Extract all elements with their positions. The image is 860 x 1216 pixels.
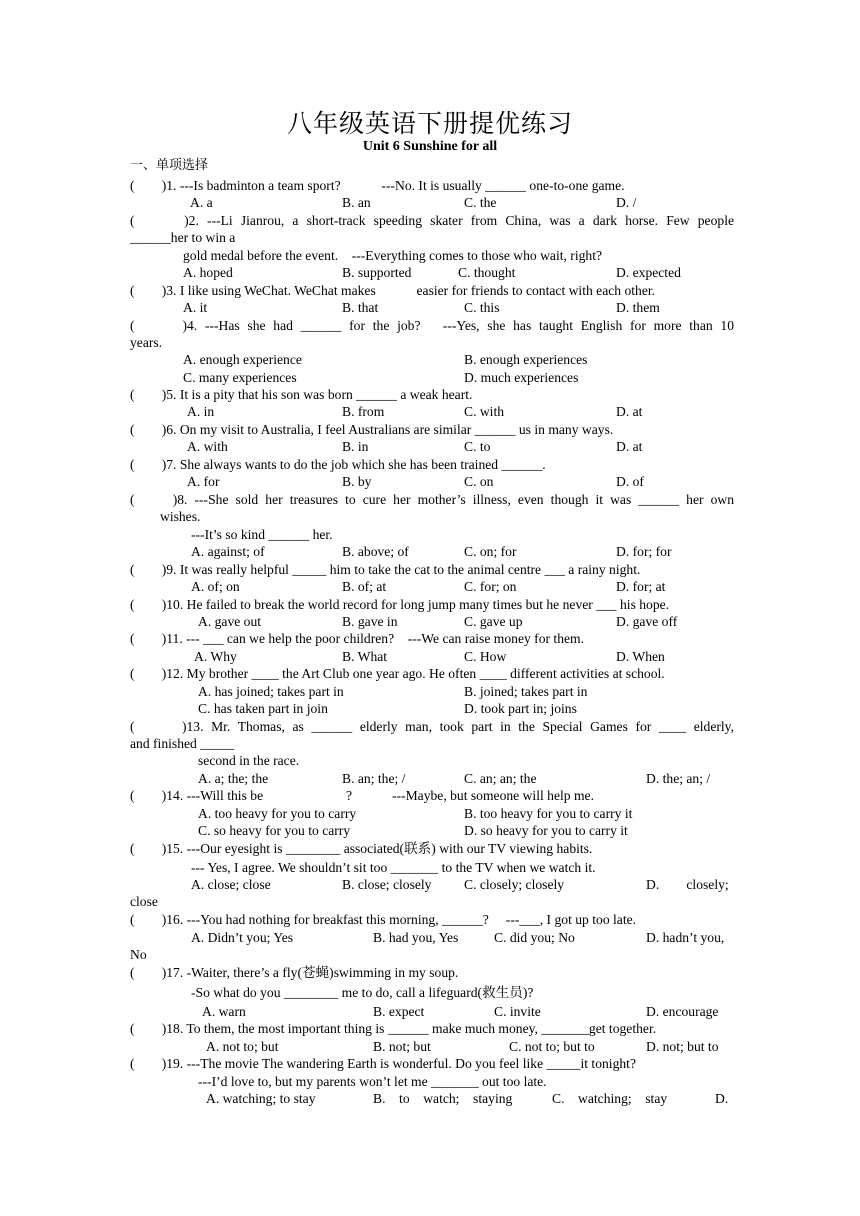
q10-option-b: B. gave in xyxy=(342,614,398,629)
q1-option-d: D. / xyxy=(616,195,637,210)
question-15: ( )15. ---Our eyesight is ________ associated(联系) with our TV viewing habits. xyxy=(130,841,593,856)
q9-option-a: A. of; on xyxy=(191,579,240,594)
q15-option-d: D. closely; xyxy=(646,877,729,892)
q2-option-c: C. thought xyxy=(458,265,516,280)
question-2-cont2: gold medal before the event. ---Everything comes to those who wait, right? xyxy=(183,248,603,263)
question-18: ( )18. To them, the most important thing is ______ make much money, _______get together. xyxy=(130,1021,657,1036)
q17-option-c: C. invite xyxy=(494,1004,541,1019)
q16-option-d-cont: No xyxy=(130,947,147,962)
q7-option-a: A. for xyxy=(187,474,220,489)
q9-option-b: B. of; at xyxy=(342,579,387,594)
question-14-reply: ---Maybe, but someone will help me. xyxy=(392,788,594,803)
question-8-cont: wishes. xyxy=(160,509,201,524)
q3-option-a: A. it xyxy=(183,300,208,315)
q19-option-b: B. to watch; staying xyxy=(373,1091,513,1106)
question-10: ( )10. He failed to break the world record for long jump many times but he never ___ his hope. xyxy=(130,597,670,612)
q4-option-a: A. enough experience xyxy=(183,352,302,367)
q14-option-c: C. so heavy for you to carry xyxy=(198,823,351,838)
q15-option-d-cont: close xyxy=(130,894,158,909)
q11-option-c: C. How xyxy=(464,649,507,664)
q10-option-a: A. gave out xyxy=(198,614,262,629)
question-13: ( )13. Mr. Thomas, as ______ elderly man, took part in the Special Games for ____ elderly, xyxy=(130,719,734,734)
q9-option-c: C. for; on xyxy=(464,579,517,594)
q8-option-c: C. on; for xyxy=(464,544,517,559)
q1-option-a: A. a xyxy=(190,195,213,210)
q3-option-b: B. that xyxy=(342,300,379,315)
q4-option-d: D. much experiences xyxy=(464,370,579,385)
question-13-cont: and finished _____ xyxy=(130,736,235,751)
q7-option-d: D. of xyxy=(616,474,644,489)
question-6: ( )6. On my visit to Australia, I feel Australians are similar ______ us in many ways. xyxy=(130,422,614,437)
q19-option-a: A. watching; to stay xyxy=(206,1091,316,1106)
question-8: ( )8. ---She sold her treasures to cure her mother’s illness, even though it was ______ her own xyxy=(130,492,734,507)
q12-option-d: D. took part in; joins xyxy=(464,701,577,716)
q7-option-b: B. by xyxy=(342,474,372,489)
question-7: ( )7. She always wants to do the job which she has been trained ______. xyxy=(130,457,546,472)
q6-option-d: D. at xyxy=(616,439,643,454)
q18-option-d: D. not; but to xyxy=(646,1039,719,1054)
q19-option-c: C. watching; stay xyxy=(552,1091,668,1106)
q13-option-d: D. the; an; / xyxy=(646,771,711,786)
q3-option-c: C. this xyxy=(464,300,500,315)
q5-option-c: C. with xyxy=(464,404,505,419)
q8-option-a: A. against; of xyxy=(191,544,265,559)
q5-option-a: A. in xyxy=(187,404,215,419)
question-3: ( )3. I like using WeChat. WeChat makes easier for friends to contact with each other. xyxy=(130,283,656,298)
q5-option-d: D. at xyxy=(616,404,643,419)
q7-option-c: C. on xyxy=(464,474,494,489)
question-13-cont2: second in the race. xyxy=(198,753,300,768)
question-4: ( )4. ---Has she had ______ for the job? ---Yes, she has taught English for more than 10 xyxy=(130,318,734,333)
q16-option-a: A. Didn’t you; Yes xyxy=(191,930,294,945)
q6-option-a: A. with xyxy=(187,439,228,454)
q6-option-c: C. to xyxy=(464,439,491,454)
q18-option-b: B. not; but xyxy=(373,1039,431,1054)
question-16: ( )16. ---You had nothing for breakfast this morning, ______? ---___, I got up too late. xyxy=(130,912,637,927)
question-1: ( )1. ---Is badminton a team sport? ---No. It is usually ______ one-to-one game. xyxy=(130,178,625,193)
question-2: ( )2. ---Li Jianrou, a short-track speeding skater from China, was a dark horse. Few people xyxy=(130,213,734,228)
page-title: 八年级英语下册提优练习 xyxy=(286,109,573,138)
q13-option-a: A. a; the; the xyxy=(198,771,269,786)
q4-option-c: C. many experiences xyxy=(183,370,297,385)
q12-option-b: B. joined; takes part in xyxy=(464,684,588,699)
question-19: ( )19. ---The movie The wandering Earth is wonderful. Do you feel like _____it tonight? xyxy=(130,1056,636,1071)
q11-option-d: D. When xyxy=(616,649,665,664)
q12-option-c: C. has taken part in join xyxy=(198,701,328,716)
q10-option-d: D. gave off xyxy=(616,614,678,629)
section-heading: 一、单项选择 xyxy=(130,158,209,173)
q16-option-b: B. had you, Yes xyxy=(373,930,459,945)
q3-option-d: D. them xyxy=(616,300,660,315)
q19-option-d: D. xyxy=(715,1091,729,1106)
q17-option-b: B. expect xyxy=(373,1004,425,1019)
q18-option-c: C. not to; but to xyxy=(509,1039,595,1054)
question-8-reply: ---It’s so kind ______ her. xyxy=(191,527,333,542)
q4-option-b: B. enough experiences xyxy=(464,352,588,367)
q2-option-d: D. expected xyxy=(616,265,681,280)
q15-option-a: A. close; close xyxy=(191,877,271,892)
question-17: ( )17. -Waiter, there’s a fly(苍蝇)swimming in my soup. xyxy=(130,965,459,980)
q11-option-a: A. Why xyxy=(194,649,237,664)
q18-option-a: A. not to; but xyxy=(206,1039,279,1054)
q8-option-b: B. above; of xyxy=(342,544,409,559)
q1-option-c: C. the xyxy=(464,195,497,210)
q5-option-b: B. from xyxy=(342,404,385,419)
question-14: ( )14. ---Will this be xyxy=(130,788,264,803)
q15-option-c: C. closely; closely xyxy=(464,877,565,892)
question-15-reply: --- Yes, I agree. We shouldn’t sit too _______ to the TV when we watch it. xyxy=(191,860,596,875)
q6-option-b: B. in xyxy=(342,439,369,454)
question-19-reply: ---I’d love to, but my parents won’t let me _______ out too late. xyxy=(198,1074,547,1089)
q14-option-a: A. too heavy for you to carry xyxy=(198,806,357,821)
q15-option-b: B. close; closely xyxy=(342,877,432,892)
question-2-cont: ______her to win a xyxy=(130,230,236,245)
q14-option-b: B. too heavy for you to carry it xyxy=(464,806,633,821)
q2-option-b: B. supported xyxy=(342,265,412,280)
q8-option-d: D. for; for xyxy=(616,544,672,559)
question-11: ( )11. --- ___ can we help the poor children? ---We can raise money for them. xyxy=(130,631,584,646)
q16-option-d: D. hadn’t you, xyxy=(646,930,725,945)
q2-option-a: A. hoped xyxy=(183,265,233,280)
q9-option-d: D. for; at xyxy=(616,579,666,594)
q13-option-b: B. an; the; / xyxy=(342,771,406,786)
q13-option-c: C. an; an; the xyxy=(464,771,537,786)
q17-option-a: A. warn xyxy=(202,1004,246,1019)
q17-option-d: D. encourage xyxy=(646,1004,719,1019)
q10-option-c: C. gave up xyxy=(464,614,523,629)
q16-option-c: C. did you; No xyxy=(494,930,575,945)
question-5: ( )5. It is a pity that his son was born ______ a weak heart. xyxy=(130,387,473,402)
q1-option-b: B. an xyxy=(342,195,371,210)
page-subtitle: Unit 6 Sunshine for all xyxy=(362,139,498,154)
q12-option-a: A. has joined; takes part in xyxy=(198,684,344,699)
q14-option-d: D. so heavy for you to carry it xyxy=(464,823,628,838)
question-4-cont: years. xyxy=(130,335,163,350)
question-14-mark: ? xyxy=(346,788,353,803)
question-17-reply: -So what do you ________ me to do, call a lifeguard(救生员)? xyxy=(191,985,534,1000)
q11-option-b: B. What xyxy=(342,649,388,664)
question-9: ( )9. It was really helpful _____ him to take the cat to the animal centre ___ a rainy night. xyxy=(130,562,641,577)
question-12: ( )12. My brother ____ the Art Club one year ago. He often ____ different activities at school. xyxy=(130,666,665,681)
